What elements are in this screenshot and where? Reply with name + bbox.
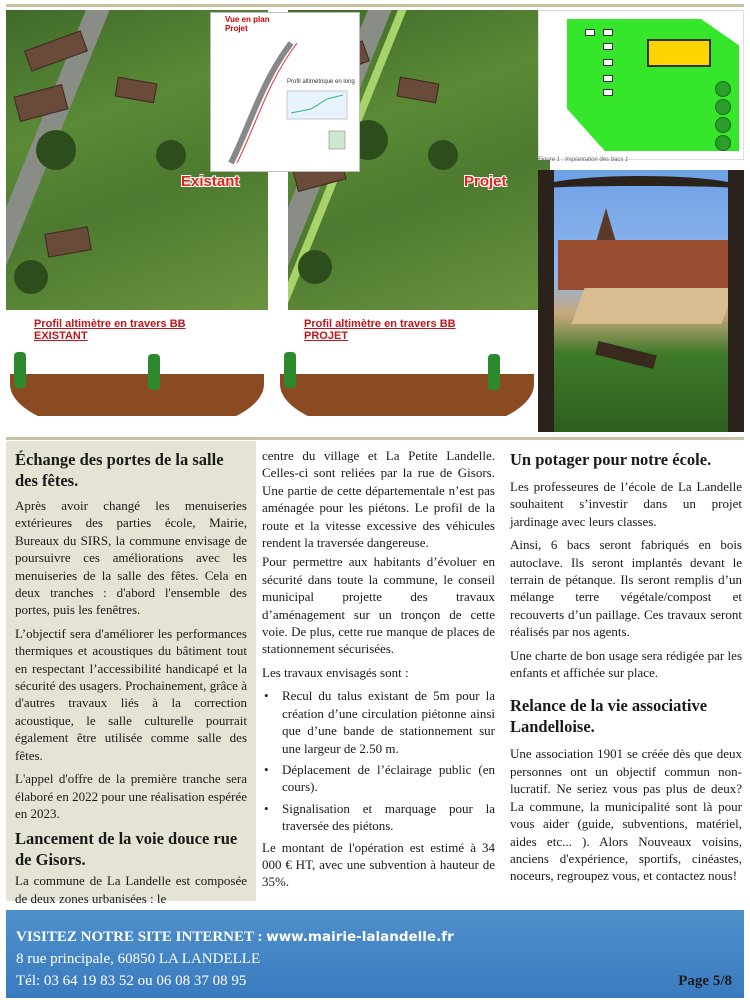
bacs-caption: Figure 1 : Implantation des bacs 1	[538, 157, 629, 163]
profile-existing-title: Profil altimètre en travers BB EXISTANT	[34, 318, 186, 342]
paragraph: Les travaux envisagés sont :	[262, 664, 409, 680]
article-heading-potager: Un potager pour notre école.	[510, 450, 712, 469]
article-heading-voie-douce: Lancement de la voie douce rue de Gisors.	[15, 829, 238, 870]
bacs-implantation-figure	[538, 10, 744, 160]
paragraph: Une charte de bon usage sera rédigée par les enfants et affichée sur place.	[510, 647, 742, 681]
school-yard-photo	[538, 170, 744, 432]
plan-view-card	[210, 12, 360, 172]
plan-view-title: Vue en plan Projet	[225, 15, 270, 33]
page-number: Page 5/8	[678, 973, 732, 989]
paragraph: centre du village et La Petite Landelle. Celles-ci sont reliées par la rue de Gisors. Une partie de cette départementale n’est pas aménagée pour les piétons. Le profil de la route et la vitesse excessive des véhicules rendent la traversée dangereuse.	[262, 448, 495, 551]
article-heading-doors: Échange des portes de la salle des fêtes.	[15, 450, 224, 490]
plan-long-profile-label: Profil altimétrique en long	[287, 79, 355, 85]
paragraph: Pour permettre aux habitants d’évoluer en sécurité dans toute la commune, le conseil municipal projette des travaux d’aménagement sur un tronçon de cette voie. De plus, cette rue manque de places de stationnement sécurisées.	[262, 554, 495, 657]
works-list	[262, 687, 495, 834]
profile-existing	[6, 316, 268, 416]
middle-rule	[6, 437, 744, 440]
list-item: • Signalisation et marquage pour la traversée des piétons.	[262, 800, 495, 835]
footer-banner	[6, 910, 744, 998]
paragraph: Les professeures de l’école de La Landelle souhaitent s’investir dans un projet jardinage avec leurs classes.	[510, 479, 742, 529]
paragraph: L’objectif sera d'améliorer les performances thermiques et acoustiques du bâtiment tout en respectant l’accessibilité handicapé et la sécurité des usagers. Prochainement, grâce à d'autres travaux liés à la correction acoustique, le salle culturelle pourrait également être utilisée comme salle des fêtes.	[15, 625, 247, 763]
paragraph: La commune de La Landelle est composée de deux zones urbanisées : le	[15, 873, 247, 906]
address: 8 rue principale, 60850 LA LANDELLE	[16, 951, 261, 967]
profile-project-title: Profil altimètre en travers BB PROJET	[304, 318, 456, 342]
visit-site-line: VISITEZ NOTRE SITE INTERNET : www.mairie-lalandelle.fr	[16, 929, 454, 945]
website-link[interactable]: www.mairie-lalandelle.fr	[266, 929, 454, 945]
phone: Tél: 03 64 19 83 52 ou 06 08 37 08 95	[16, 973, 247, 989]
column-3	[510, 449, 742, 891]
top-rule	[6, 4, 744, 7]
article-heading-associative: Relance de la vie associative Landelloise.	[510, 696, 708, 737]
list-item: • Recul du talus existant de 5m pour la création d’une circulation piétonne ainsi que d’une bande de stationnement sur une largeur de 2.50 m.	[262, 687, 495, 757]
column-2	[262, 447, 495, 897]
paragraph: L'appel d'offre de la première tranche sera élaboré en 2022 pour une réalisation espérée en 2023.	[15, 771, 247, 821]
project-label: Projet	[464, 173, 507, 190]
existing-label: Existant	[181, 173, 240, 190]
paragraph: Le montant de l'opération est estimé à 34 000 € HT, avec une subvention à hauteur de 35%.	[262, 839, 495, 890]
plan-drawing	[211, 13, 360, 172]
list-item: • Déplacement de l’éclairage public (en cours).	[262, 761, 495, 796]
column-1	[15, 449, 247, 913]
paragraph: Après avoir changé les menuiseries extérieures des parties école, Mairie, Bureaux du SIRS, la commune envisage de poursuivre ces améliorations avec les menuiseries de la salle des fêtes. Cela en deux tranches : d'abord l'ensemble des portes, puis les fenêtres.	[15, 498, 247, 618]
paragraph: Ainsi, 6 bacs seront fabriqués en bois autoclave. Ils seront implantés devant le terrain de pétanque. Ils seront remplis d’un mélange terre végétale/compost et recouverts d’un paillage. Ces travaux seront réalisés par nos agents.	[510, 537, 742, 640]
paragraph: Une association 1901 se créée dès que deux personnes ont un objectif commun non-lucratif. Ne seriez vous pas plus de deux? La commune, la municipalité sont là pour vous aider (guide, subventions, matériel, aides etc... ). Alors Nouveaux voisins, anciens d'expérience, sportifs, cinéastes, noceurs, regroupez vous, et contactez nous!	[510, 746, 742, 884]
profile-project	[276, 316, 538, 416]
